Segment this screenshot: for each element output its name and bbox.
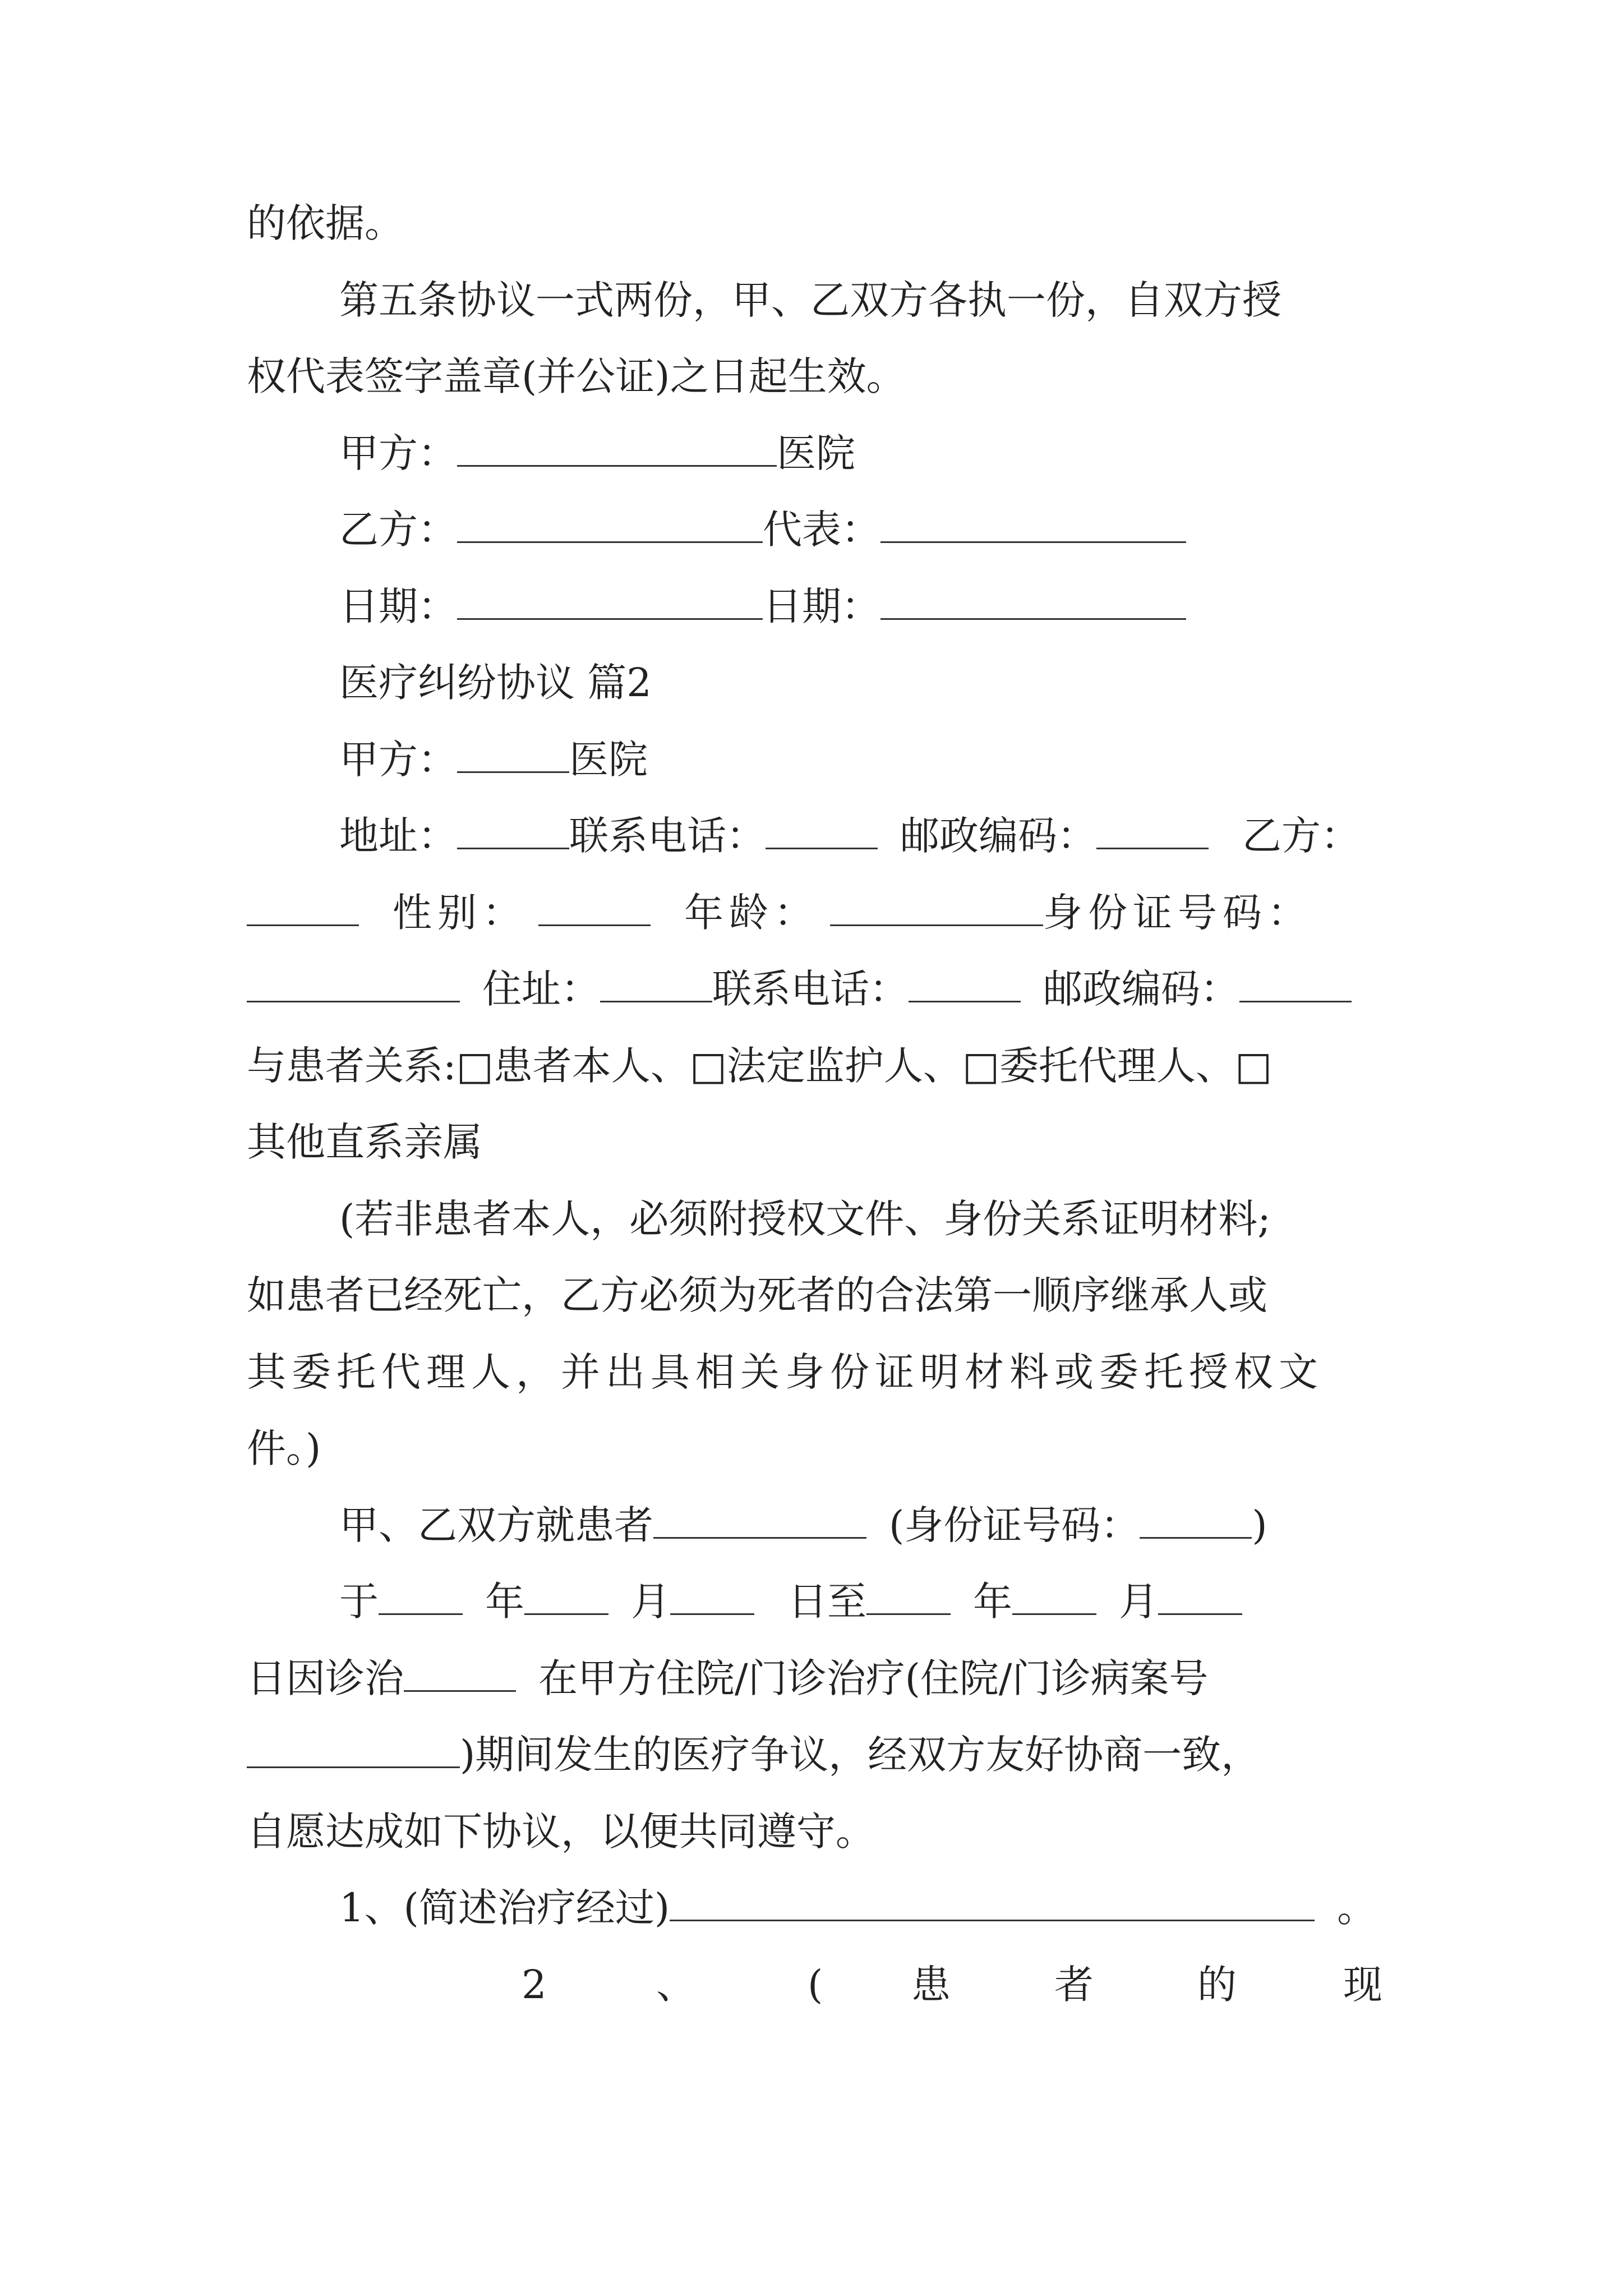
label: 甲、乙双方就患者	[339, 1502, 653, 1548]
label: 地址：	[339, 813, 457, 859]
signature-dates	[247, 568, 1424, 645]
fill-blank	[457, 814, 569, 849]
fill-blank	[670, 1580, 754, 1615]
text-line: 自愿达成如下协议，以便共同遵守。	[247, 1808, 875, 1855]
label: 甲方：	[339, 736, 457, 783]
treatment-line	[247, 1640, 1424, 1717]
fill-blank	[880, 508, 1186, 543]
fill-blank	[880, 585, 1186, 620]
party-a-line	[247, 721, 1424, 798]
label: 邮政编码：	[1043, 966, 1239, 1012]
label: 。	[1337, 1885, 1377, 1931]
item-2-line	[247, 1947, 1424, 2023]
label: 年	[485, 1579, 524, 1625]
date-range-line	[247, 1563, 1424, 1640]
label: 联系电话：	[569, 813, 766, 859]
label: 代表：	[763, 507, 880, 553]
text-line: 其他直系亲属	[247, 1119, 482, 1165]
fill-blank	[1140, 1503, 1252, 1539]
label: 联系电话：	[712, 966, 909, 1012]
fill-blank	[866, 1580, 951, 1615]
label: )	[1252, 1502, 1267, 1548]
label: 日至	[788, 1579, 866, 1625]
label: (	[808, 1961, 823, 2008]
fill-blank	[670, 1886, 1315, 1921]
signature-party-a	[247, 415, 1424, 492]
checkbox-option: □患者本人、	[456, 1042, 690, 1089]
label: 于	[339, 1579, 379, 1625]
label: 的	[1197, 1961, 1237, 2008]
fill-blank	[457, 431, 777, 467]
fill-blank	[1239, 967, 1352, 1002]
label: 、	[656, 1961, 695, 2008]
fill-blank	[1158, 1580, 1242, 1615]
relation-line	[247, 1028, 1424, 1105]
patient-info-line	[247, 875, 1424, 951]
text-line: 第五条协议一式两份，甲、乙双方各执一份，自双方授	[339, 277, 1281, 323]
patient-line	[247, 1487, 1424, 1564]
fill-blank	[457, 508, 763, 543]
label: 患	[911, 1961, 951, 2008]
fill-blank	[247, 967, 460, 1002]
label: 月	[1119, 1579, 1158, 1625]
label: 现	[1343, 1961, 1382, 2008]
fill-blank	[653, 1503, 866, 1539]
label: 1、(简述治疗经过)	[339, 1885, 670, 1931]
checkbox-option: □	[1235, 1042, 1272, 1089]
label: 日因诊治	[247, 1655, 404, 1701]
address-line	[247, 798, 1424, 875]
fill-blank	[766, 814, 878, 849]
label: 医院	[777, 430, 855, 476]
checkbox-option: □委托代理人、	[962, 1042, 1235, 1089]
fill-blank	[1012, 1580, 1096, 1615]
label: 年龄：	[684, 889, 819, 936]
label: (身份证号码：	[889, 1502, 1140, 1548]
label: 者	[1054, 1961, 1094, 2008]
text-line: 的依据。	[247, 200, 404, 246]
label: 乙方：	[339, 507, 457, 553]
signature-party-b	[247, 491, 1424, 568]
item-1-line	[247, 1870, 1424, 1947]
label: )期间发生的医疗争议，经双方友好协商一致，	[460, 1732, 1261, 1778]
fill-blank	[247, 891, 359, 926]
fill-blank	[524, 1580, 608, 1615]
label: 月	[631, 1579, 670, 1625]
text-line: 件。)	[247, 1425, 321, 1471]
fill-blank	[247, 1733, 460, 1768]
document-page	[247, 185, 1424, 2023]
residence-line	[247, 951, 1424, 1028]
label: 在甲方住院/门诊治疗(住院/门诊病案号	[538, 1655, 1209, 1701]
fill-blank	[830, 891, 1043, 926]
label: 日期：	[339, 583, 457, 629]
label: 身份证号码：	[1043, 889, 1312, 936]
text-line: 权代表签字盖章(并公证)之日起生效。	[247, 353, 906, 399]
fill-blank	[457, 738, 569, 773]
text-line: 如患者已经死亡，乙方必须为死者的合法第一顺序继承人或	[247, 1272, 1267, 1318]
label: 乙方：	[1242, 813, 1360, 859]
label: 住址：	[482, 966, 600, 1012]
label: 医院	[569, 736, 648, 783]
label: 与患者关系:	[247, 1042, 457, 1089]
text-line: (若非患者本人，必须附授权文件、身份关系证明材料;	[339, 1195, 1271, 1242]
label: 日期：	[763, 583, 880, 629]
fill-blank	[379, 1580, 463, 1615]
text-line: 其委托代理人，并出具相关身份证明材料或委托授权文	[247, 1349, 1324, 1395]
fill-blank	[404, 1657, 516, 1692]
label: 2	[522, 1961, 547, 2008]
fill-blank	[457, 585, 763, 620]
fill-blank	[538, 891, 651, 926]
fill-blank	[600, 967, 712, 1002]
label: 性别：	[393, 889, 527, 936]
section-heading: 医疗纠纷协议 篇2	[339, 660, 652, 706]
label: 年	[973, 1579, 1012, 1625]
fill-blank	[909, 967, 1021, 1002]
label: 邮政编码：	[900, 813, 1096, 859]
case-number-line	[247, 1717, 1424, 1793]
label: 甲方：	[339, 430, 457, 476]
checkbox-option: □法定监护人、	[689, 1042, 962, 1089]
fill-blank	[1096, 814, 1209, 849]
